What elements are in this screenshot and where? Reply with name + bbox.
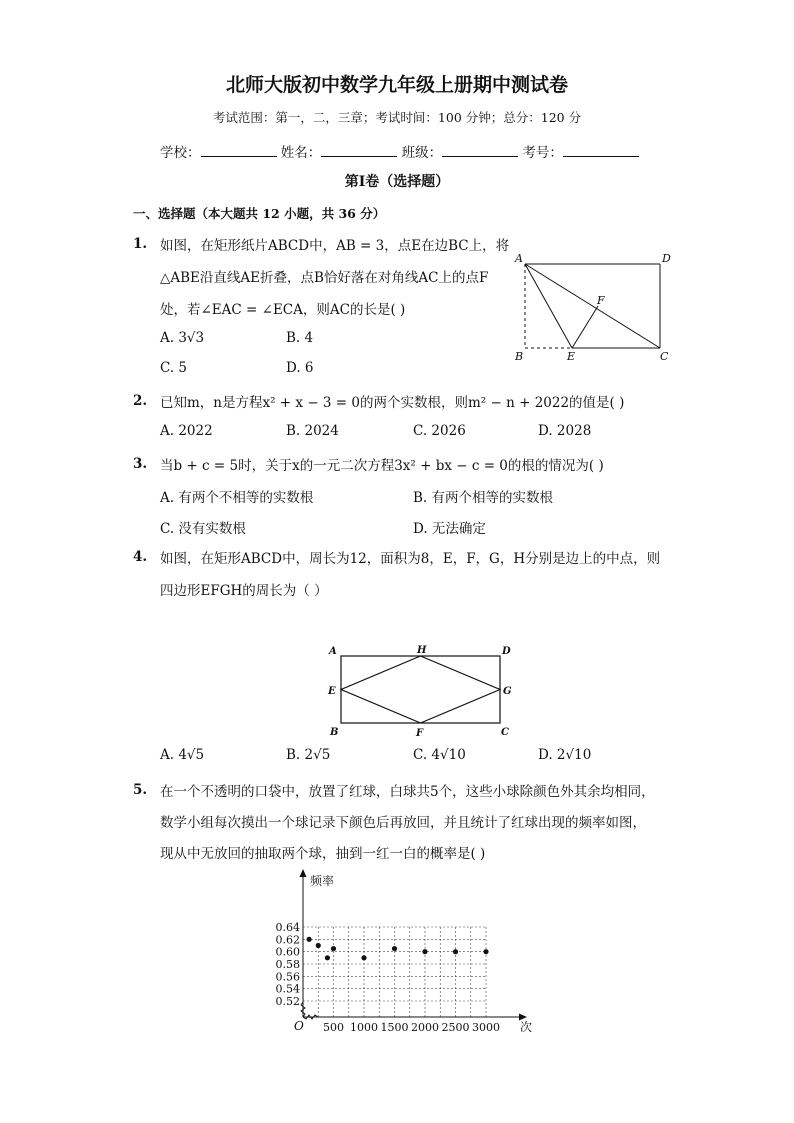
y-axis-label: 频率 (310, 874, 335, 888)
fig4-label-g: G (503, 686, 512, 697)
school-label: 学校： (160, 145, 201, 161)
fig4-label-c: C (501, 727, 509, 738)
question-5-line-3: 现从中无放回的抽取两个球，抽到一红一白的概率是( ) (160, 846, 486, 862)
fig1-label-c: C (660, 350, 669, 363)
fig1-label-f: F (597, 294, 605, 307)
page-title: 北师大版初中数学九年级上册期中测试卷 (225, 74, 568, 96)
question-4-line-1: 如图，在矩形ABCD中，周长为12，面积为8，E，F，G，H分别是边上的中点，则 (160, 551, 661, 567)
question-2-option-a[interactable]: A. 2022 (160, 423, 213, 439)
question-1-line-2: △ABE沿直线AE折叠，点B恰好落在对角线AC上的点F (160, 270, 489, 286)
class-label: 班级： (401, 145, 443, 161)
name-blank[interactable] (321, 143, 397, 157)
x-tick-label: 2000 (411, 1021, 439, 1034)
question-3-line-1: 当b + c = 5时，关于x的一元二次方程3x² + bx − c = 0的根的情况为( ) (160, 458, 604, 474)
question-1-rectangle-figure (510, 248, 680, 363)
question-3-number: 3. (133, 456, 148, 472)
frequency-point (392, 946, 397, 951)
frequency-point (316, 943, 321, 948)
school-blank[interactable] (201, 143, 277, 157)
frequency-point (307, 937, 312, 942)
question-1-option-d[interactable]: D. 6 (286, 360, 314, 376)
x-tick-label: 1000 (350, 1021, 378, 1034)
x-tick-label: 500 (323, 1021, 344, 1034)
fig1-label-d: D (662, 252, 671, 265)
frequency-scatter-chart (270, 865, 550, 1040)
frequency-point (422, 949, 427, 954)
fig1-label-a: A (515, 252, 523, 265)
y-axis-arrow (300, 869, 307, 877)
question-1-option-c[interactable]: C. 5 (160, 360, 188, 376)
question-1-number: 1. (133, 236, 148, 252)
question-5-line-1: 在一个不透明的口袋中，放置了红球，白球共5个，这些小球除颜色外其余均相同， (160, 784, 655, 800)
question-3-option-c[interactable]: C. 没有实数根 (160, 521, 246, 537)
question-1-option-b[interactable]: B. 4 (286, 330, 314, 346)
question-3-option-a[interactable]: A. 有两个不相等的实数根 (160, 490, 314, 506)
question-4-line-2: 四边形EFGH的周长为（ ） (160, 583, 328, 599)
question-5-number: 5. (133, 782, 148, 798)
question-4-option-c[interactable]: C. 4√10 (413, 747, 466, 763)
fig4-label-d: D (502, 646, 511, 657)
question-4-number: 4. (133, 549, 148, 565)
y-tick-label: 0.62 (275, 933, 300, 947)
fig4-label-e: E (328, 686, 336, 697)
y-tick-label: 0.58 (275, 958, 300, 971)
fig4-label-b: B (330, 727, 339, 738)
class-blank[interactable] (442, 143, 518, 157)
question-4-option-d[interactable]: D. 2√10 (538, 747, 592, 763)
x-tick-label: 1500 (380, 1021, 409, 1034)
y-tick-label: 0.60 (275, 945, 300, 959)
question-1-option-a[interactable]: A. 3√3 (160, 330, 205, 346)
student-info-row (160, 141, 639, 161)
exam-subtitle: 考试范围：第一，二，三章；考试时间：100 分钟；总分：120 分 (212, 110, 582, 125)
x-tick-label: 2500 (441, 1021, 470, 1034)
section-heading: 一、选择题（本大题共 12 小题，共 36 分） (133, 206, 386, 221)
exam-no-blank[interactable] (563, 143, 639, 157)
x-tick-label: 3000 (472, 1021, 500, 1034)
frequency-point (325, 955, 330, 960)
question-4-option-b[interactable]: B. 2√5 (286, 747, 331, 763)
question-1-line-1: 如图，在矩形纸片ABCD中，AB = 3，点E在边BC上，将 (160, 238, 510, 254)
origin-label: O (294, 1019, 304, 1033)
question-2-number: 2. (133, 393, 148, 409)
y-tick-label: 0.52 (275, 995, 300, 1008)
frequency-point (331, 946, 336, 951)
y-tick-label: 0.54 (275, 982, 300, 996)
fig4-label-f: F (416, 728, 424, 739)
frequency-point (483, 949, 488, 954)
x-axis-label: 次 (520, 1020, 533, 1034)
question-1-line-3: 处，若∠EAC = ∠ECA，则AC的长是( ) (160, 302, 406, 318)
name-label: 姓名： (280, 145, 322, 161)
question-4-rhombus-figure (325, 643, 520, 739)
question-2-line-1: 已知m，n是方程x² + x − 3 = 0的两个实数根，则m² − n + 2022的值是( ) (160, 395, 625, 411)
frequency-point (361, 955, 366, 960)
fig4-label-a: A (329, 646, 337, 657)
fig4-label-h: H (417, 645, 427, 656)
y-tick-label: 0.64 (275, 921, 300, 934)
question-4-option-a[interactable]: A. 4√5 (160, 747, 205, 763)
exam-no-label: 考号： (522, 145, 563, 161)
frequency-point (453, 949, 458, 954)
volume-heading: 第Ⅰ卷（选择题） (344, 174, 450, 190)
fig1-label-b: B (515, 350, 524, 363)
fig1-label-e: E (567, 350, 576, 363)
question-2-option-c[interactable]: C. 2026 (413, 423, 466, 439)
question-3-option-b[interactable]: B. 有两个相等的实数根 (413, 490, 554, 506)
question-3-option-d[interactable]: D. 无法确定 (413, 521, 486, 537)
question-5-line-2: 数学小组每次摸出一个球记录下颜色后再放回，并且统计了红球出现的频率如图， (160, 815, 646, 831)
y-tick-label: 0.56 (275, 970, 300, 984)
question-2-option-b[interactable]: B. 2024 (286, 423, 339, 439)
question-2-option-d[interactable]: D. 2028 (538, 423, 592, 439)
